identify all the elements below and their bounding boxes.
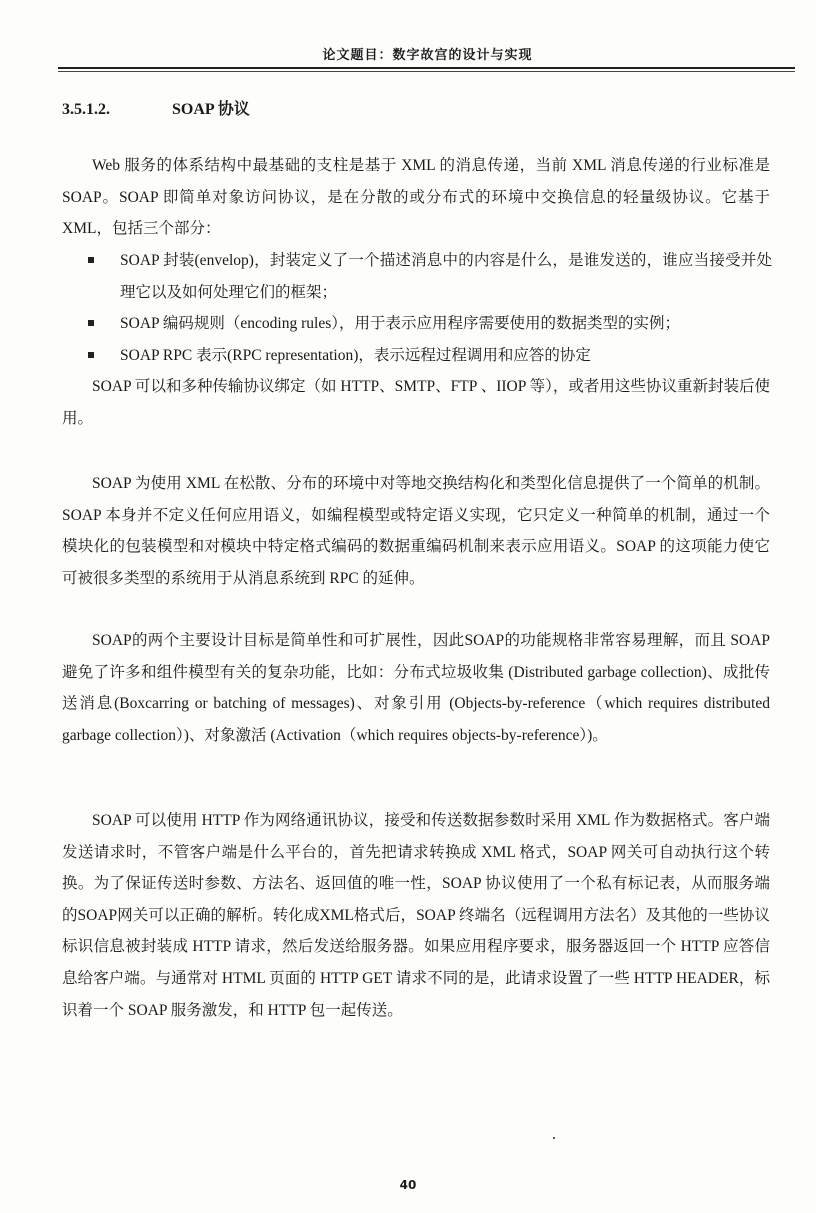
bullet-item — [86, 340, 772, 372]
section-number: 3.5.1.2. — [62, 101, 110, 118]
header-rule-secondary — [58, 71, 795, 72]
paragraph-text: SOAP 可以使用 HTTP 作为网络通讯协议，接受和传送数据参数时采用 XML 作为数据格式。客户端发送请求时，不管客户端是什么平台的，首先把请求转换成 XML 格式，SOAP 网关可自动执行这个转换。为了保证传送时参数、方法名、返回值的唯一性，SOAP 协议使用了一个私有标记表，从而服务端的SOAP网关可以正确的解析。转化成XML格式后，SOAP 终端名（远程调用方法名）及其他的一些协议标识信息被封装成 HTTP 请求，然后发送给服务器。如果应用程序要求，服务器返回一个 HTTP 应答信息给客户端。与通常对 HTML 页面的 HTTP GET 请求不同的是，此请求设置了一些 HTTP HEADER，标识着一个 SOAP 服务激发，和 HTTP 包一起传送。 — [62, 812, 770, 1019]
paragraph-http — [62, 805, 770, 1026]
section-heading — [62, 96, 250, 119]
bullet-square-icon — [88, 257, 94, 263]
paragraph-design-goals — [62, 625, 770, 751]
header-rule — [58, 67, 795, 69]
bullet-square-icon — [88, 320, 94, 326]
paragraph-transport — [62, 371, 770, 434]
bullet-item — [86, 308, 772, 340]
paragraph-text: SOAP的两个主要设计目标是简单性和可扩展性，因此SOAP的功能规格非常容易理解，而且 SOAP 避免了许多和组件模型有关的复杂功能，比如：分布式垃圾收集 (Distributed garbage collection)、成批传送消息(Boxcarring or batching of messages)、对象引用 (Objects-by-reference（which requires distributed garbage collection）)、对象激活 (Activation（which requires objects-by-reference）)。 — [62, 632, 770, 744]
paragraph-text: Web 服务的体系结构中最基础的支柱是基于 XML 的消息传递，当前 XML 消息传递的行业标准是 SOAP。SOAP 即简单对象访问协议，是在分散的或分布式的环境中交换信息的轻量级协议。它基于 XML，包括三个部分： — [62, 157, 770, 238]
scan-speck — [553, 1137, 555, 1139]
bullet-text: SOAP 编码规则（encoding rules），用于表示应用程序需要使用的数据类型的实例； — [120, 315, 681, 333]
paragraph-text: SOAP 可以和多种传输协议绑定（如 HTTP、SMTP、FTP 、IIOP 等），或者用这些协议重新封装后使用。 — [62, 378, 770, 427]
paragraph-mechanism — [62, 468, 770, 594]
paragraph-text: SOAP 为使用 XML 在松散、分布的环境中对等地交换结构化和类型化信息提供了一个简单的机制。SOAP 本身并不定义任何应用语义，如编程模型或特定语义实现，它只定义一种简单的机制，通过一个模块化的包装模型和对模块中特定格式编码的数据重编码机制来表示应用语义。SOAP 的这项能力使它可被很多类型的系统用于从消息系统到 RPC 的延伸。 — [62, 475, 770, 587]
bullet-list — [86, 245, 772, 371]
paragraph-intro — [62, 150, 770, 245]
section-title: SOAP 协议 — [172, 101, 250, 118]
bullet-text: SOAP RPC 表示(RPC representation)，表示远程过程调用和应答的协定 — [120, 346, 591, 364]
bullet-square-icon — [88, 352, 94, 358]
bullet-text: SOAP 封装(envelop)，封装定义了一个描述消息中的内容是什么，是谁发送的，谁应当接受并处理它以及如何处理它们的框架； — [120, 252, 772, 301]
bullet-item — [86, 245, 772, 308]
running-header: 论文题目：数字故宫的设计与实现 — [322, 48, 533, 63]
page-number: 40 — [399, 1178, 417, 1192]
